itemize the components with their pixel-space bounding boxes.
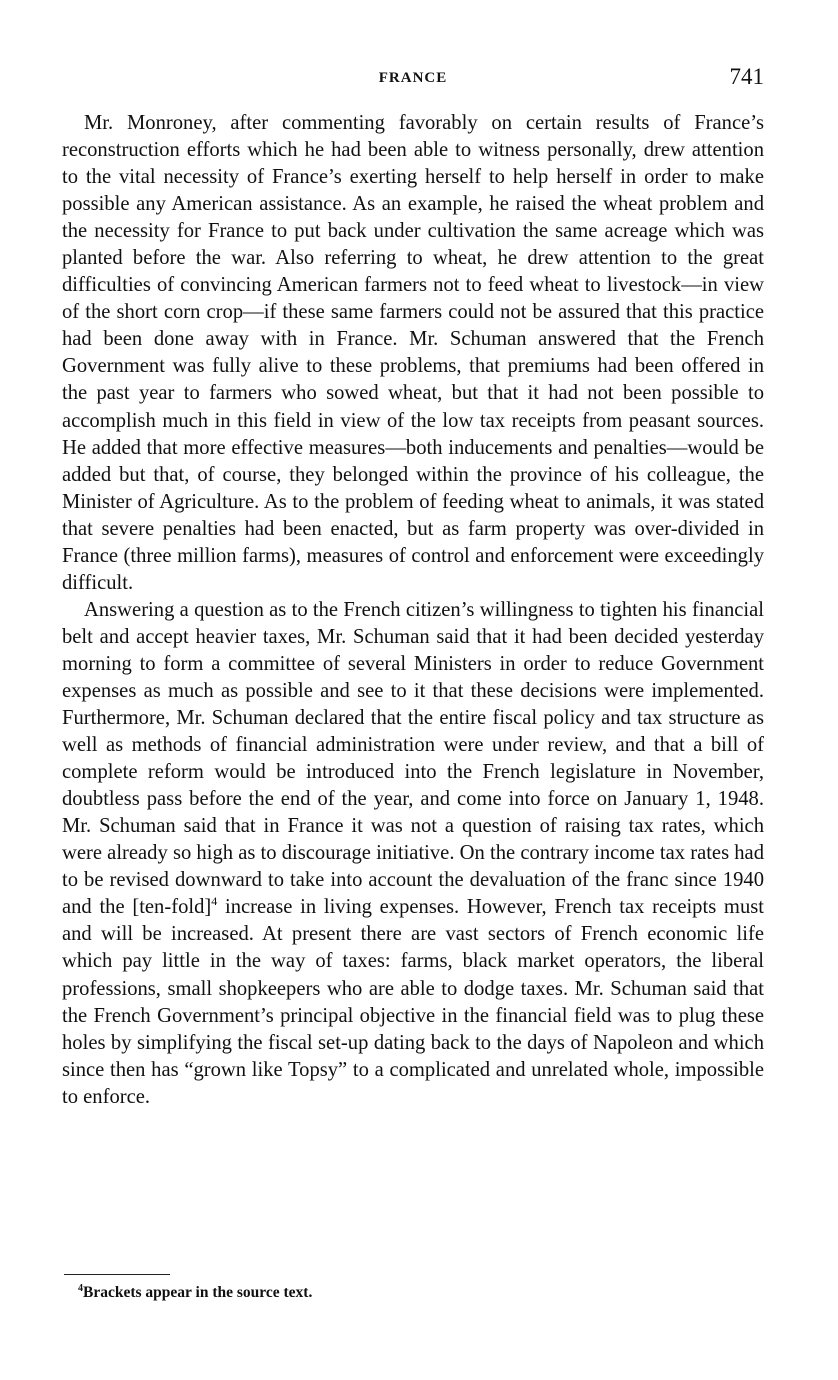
paragraph-text-after-ref: increase in living expenses. However, French tax receipts must and will be increased. At present there are vast sectors of French economic life which pay little in the way of taxes: farms, black market operators, the liberal professions, small shopkeepers who are able to dodge taxes. Mr. Schuman said that the French Government’s principal objective in the financial field was to plug these holes by simplifying the fiscal set-up dating back to the days of Napoleon and which since then has “grown like Topsy” to a complicated and unrelated whole, impossible to enforce.	[62, 896, 764, 1108]
footnote-mark: 4	[78, 1283, 83, 1294]
running-head: FRANCE	[378, 70, 448, 86]
body-text	[62, 110, 764, 1111]
paragraph-text-before-ref: Answering a question as to the French citizen’s willingness to tighten his financial belt and accept heavier taxes, Mr. Schuman said that it had been decided yesterday morning to form a committee of several Ministers in order to reduce Government expenses as much as possible and see to it that these decisions were implemented. Furthermore, Mr. Schuman declared that the entire fiscal policy and tax structure as well as methods of financial administration were under review, and that a bill of complete reform would be introduced into the French legislature in November, doubtless pass before the end of the year, and come into force on January 1, 1948. Mr. Schuman said that in France it was not a question of raising tax rates, which were already so high as to discourage initiative. On the contrary income tax rates had to be revised downward to take into account the devaluation of the franc since 1940 and the [ten-fold]	[62, 598, 764, 919]
page-header	[62, 64, 764, 94]
footnote-reference[interactable]: 4	[211, 894, 218, 909]
footnote-divider	[64, 1274, 170, 1275]
footnote	[78, 1283, 312, 1302]
page-number: 741	[729, 64, 764, 89]
paragraph-schuman-taxes	[62, 597, 764, 1111]
footnote-text: Brackets appear in the source text.	[83, 1284, 313, 1302]
paragraph-monroney-wheat: Mr. Monroney, after commenting favorably on certain results of France’s reconstruction efforts which he had been able to witness personally, drew attention to the vital necessity of France’s exerting herself to help herself in order to make possible any American assistance. As an example, he raised the wheat problem and the necessity for France to put back under cultivation the same acreage which was planted before the war. Also referring to wheat, he drew attention to the great difficulties of convincing American farmers not to feed wheat to livestock—in view of the short corn crop—if these same farmers could not be assured that this practice had been done away with in France. Mr. Schuman answered that the French Government was fully alive to these problems, that premiums had been offered in the past year to farmers who sowed wheat, but that it had not been possible to accomplish much in this field in view of the low tax receipts from peasant sources. He added that more effective measures—both inducements and penalties—would be added but that, of course, they belonged within the province of his colleague, the Minister of Agriculture. As to the problem of feeding wheat to animals, it was stated that severe penalties had been enacted, but as farm property was over-divided in France (three million farms), measures of control and enforcement were exceedingly difficult.	[62, 112, 764, 594]
